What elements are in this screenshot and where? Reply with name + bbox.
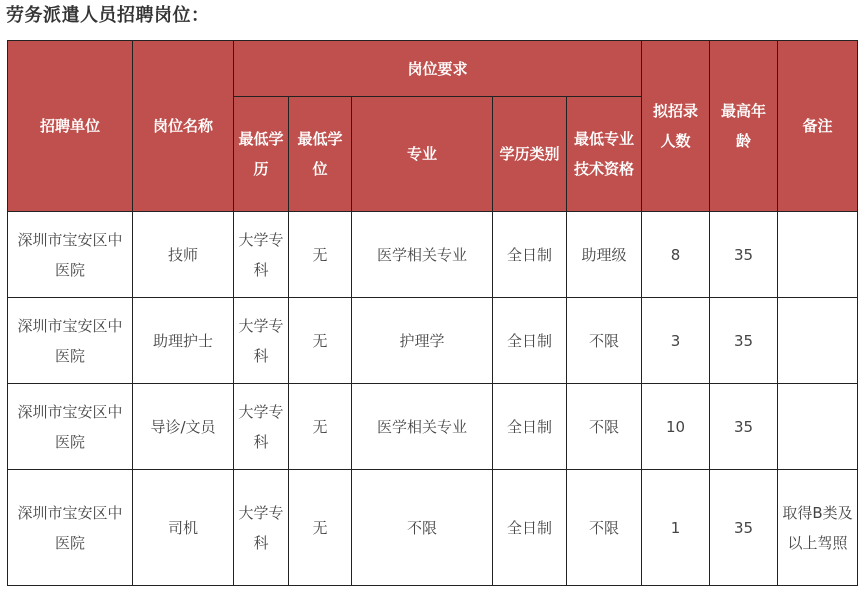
cell-min-education: 大学专科: [234, 470, 289, 586]
cell-planned-count: 8: [642, 212, 710, 298]
cell-planned-count: 10: [642, 384, 710, 470]
cell-major: 医学相关专业: [352, 212, 493, 298]
cell-unit: 深圳市宝安区中医院: [8, 298, 133, 384]
cell-unit: 深圳市宝安区中医院: [8, 470, 133, 586]
cell-min-degree: 无: [289, 298, 352, 384]
cell-min-education: 大学专科: [234, 298, 289, 384]
cell-min-education: 大学专科: [234, 212, 289, 298]
header-position: 岗位名称: [133, 41, 234, 212]
page-title: 劳务派遣人员招聘岗位：: [6, 5, 210, 26]
cell-education-type: 全日制: [493, 298, 567, 384]
header-requirements: 岗位要求: [234, 41, 642, 97]
cell-education-type: 全日制: [493, 470, 567, 586]
cell-education-type: 全日制: [493, 212, 567, 298]
cell-notes: [778, 212, 858, 298]
header-min-education: 最低学历: [234, 97, 289, 212]
cell-max-age: 35: [710, 212, 778, 298]
header-unit: 招聘单位: [8, 41, 133, 212]
header-major: 专业: [352, 97, 493, 212]
header-min-title: 最低专业技术资格: [567, 97, 642, 212]
table-row: [8, 384, 858, 470]
cell-unit: 深圳市宝安区中医院: [8, 212, 133, 298]
cell-planned-count: 1: [642, 470, 710, 586]
cell-max-age: 35: [710, 384, 778, 470]
cell-min-title: 不限: [567, 470, 642, 586]
cell-min-title: 不限: [567, 298, 642, 384]
cell-min-degree: 无: [289, 470, 352, 586]
cell-notes: 取得B类及以上驾照: [778, 470, 858, 586]
header-min-degree: 最低学位: [289, 97, 352, 212]
cell-position: 司机: [133, 470, 234, 586]
header-planned-count: 拟招录人数: [642, 41, 710, 212]
table-row: [8, 470, 858, 586]
header-max-age: 最高年龄: [710, 41, 778, 212]
cell-min-title: 不限: [567, 384, 642, 470]
cell-major: 护理学: [352, 298, 493, 384]
cell-unit: 深圳市宝安区中医院: [8, 384, 133, 470]
cell-position: 导诊/文员: [133, 384, 234, 470]
cell-min-degree: 无: [289, 384, 352, 470]
cell-min-degree: 无: [289, 212, 352, 298]
cell-min-title: 助理级: [567, 212, 642, 298]
cell-notes: [778, 298, 858, 384]
cell-major: 不限: [352, 470, 493, 586]
header-education-type: 学历类别: [493, 97, 567, 212]
cell-max-age: 35: [710, 298, 778, 384]
cell-planned-count: 3: [642, 298, 710, 384]
cell-position: 助理护士: [133, 298, 234, 384]
cell-major: 医学相关专业: [352, 384, 493, 470]
recruitment-table: [7, 40, 858, 586]
table-row: [8, 212, 858, 298]
table-row: [8, 298, 858, 384]
cell-notes: [778, 384, 858, 470]
cell-education-type: 全日制: [493, 384, 567, 470]
header-notes: 备注: [778, 41, 858, 212]
cell-max-age: 35: [710, 470, 778, 586]
cell-min-education: 大学专科: [234, 384, 289, 470]
cell-position: 技师: [133, 212, 234, 298]
